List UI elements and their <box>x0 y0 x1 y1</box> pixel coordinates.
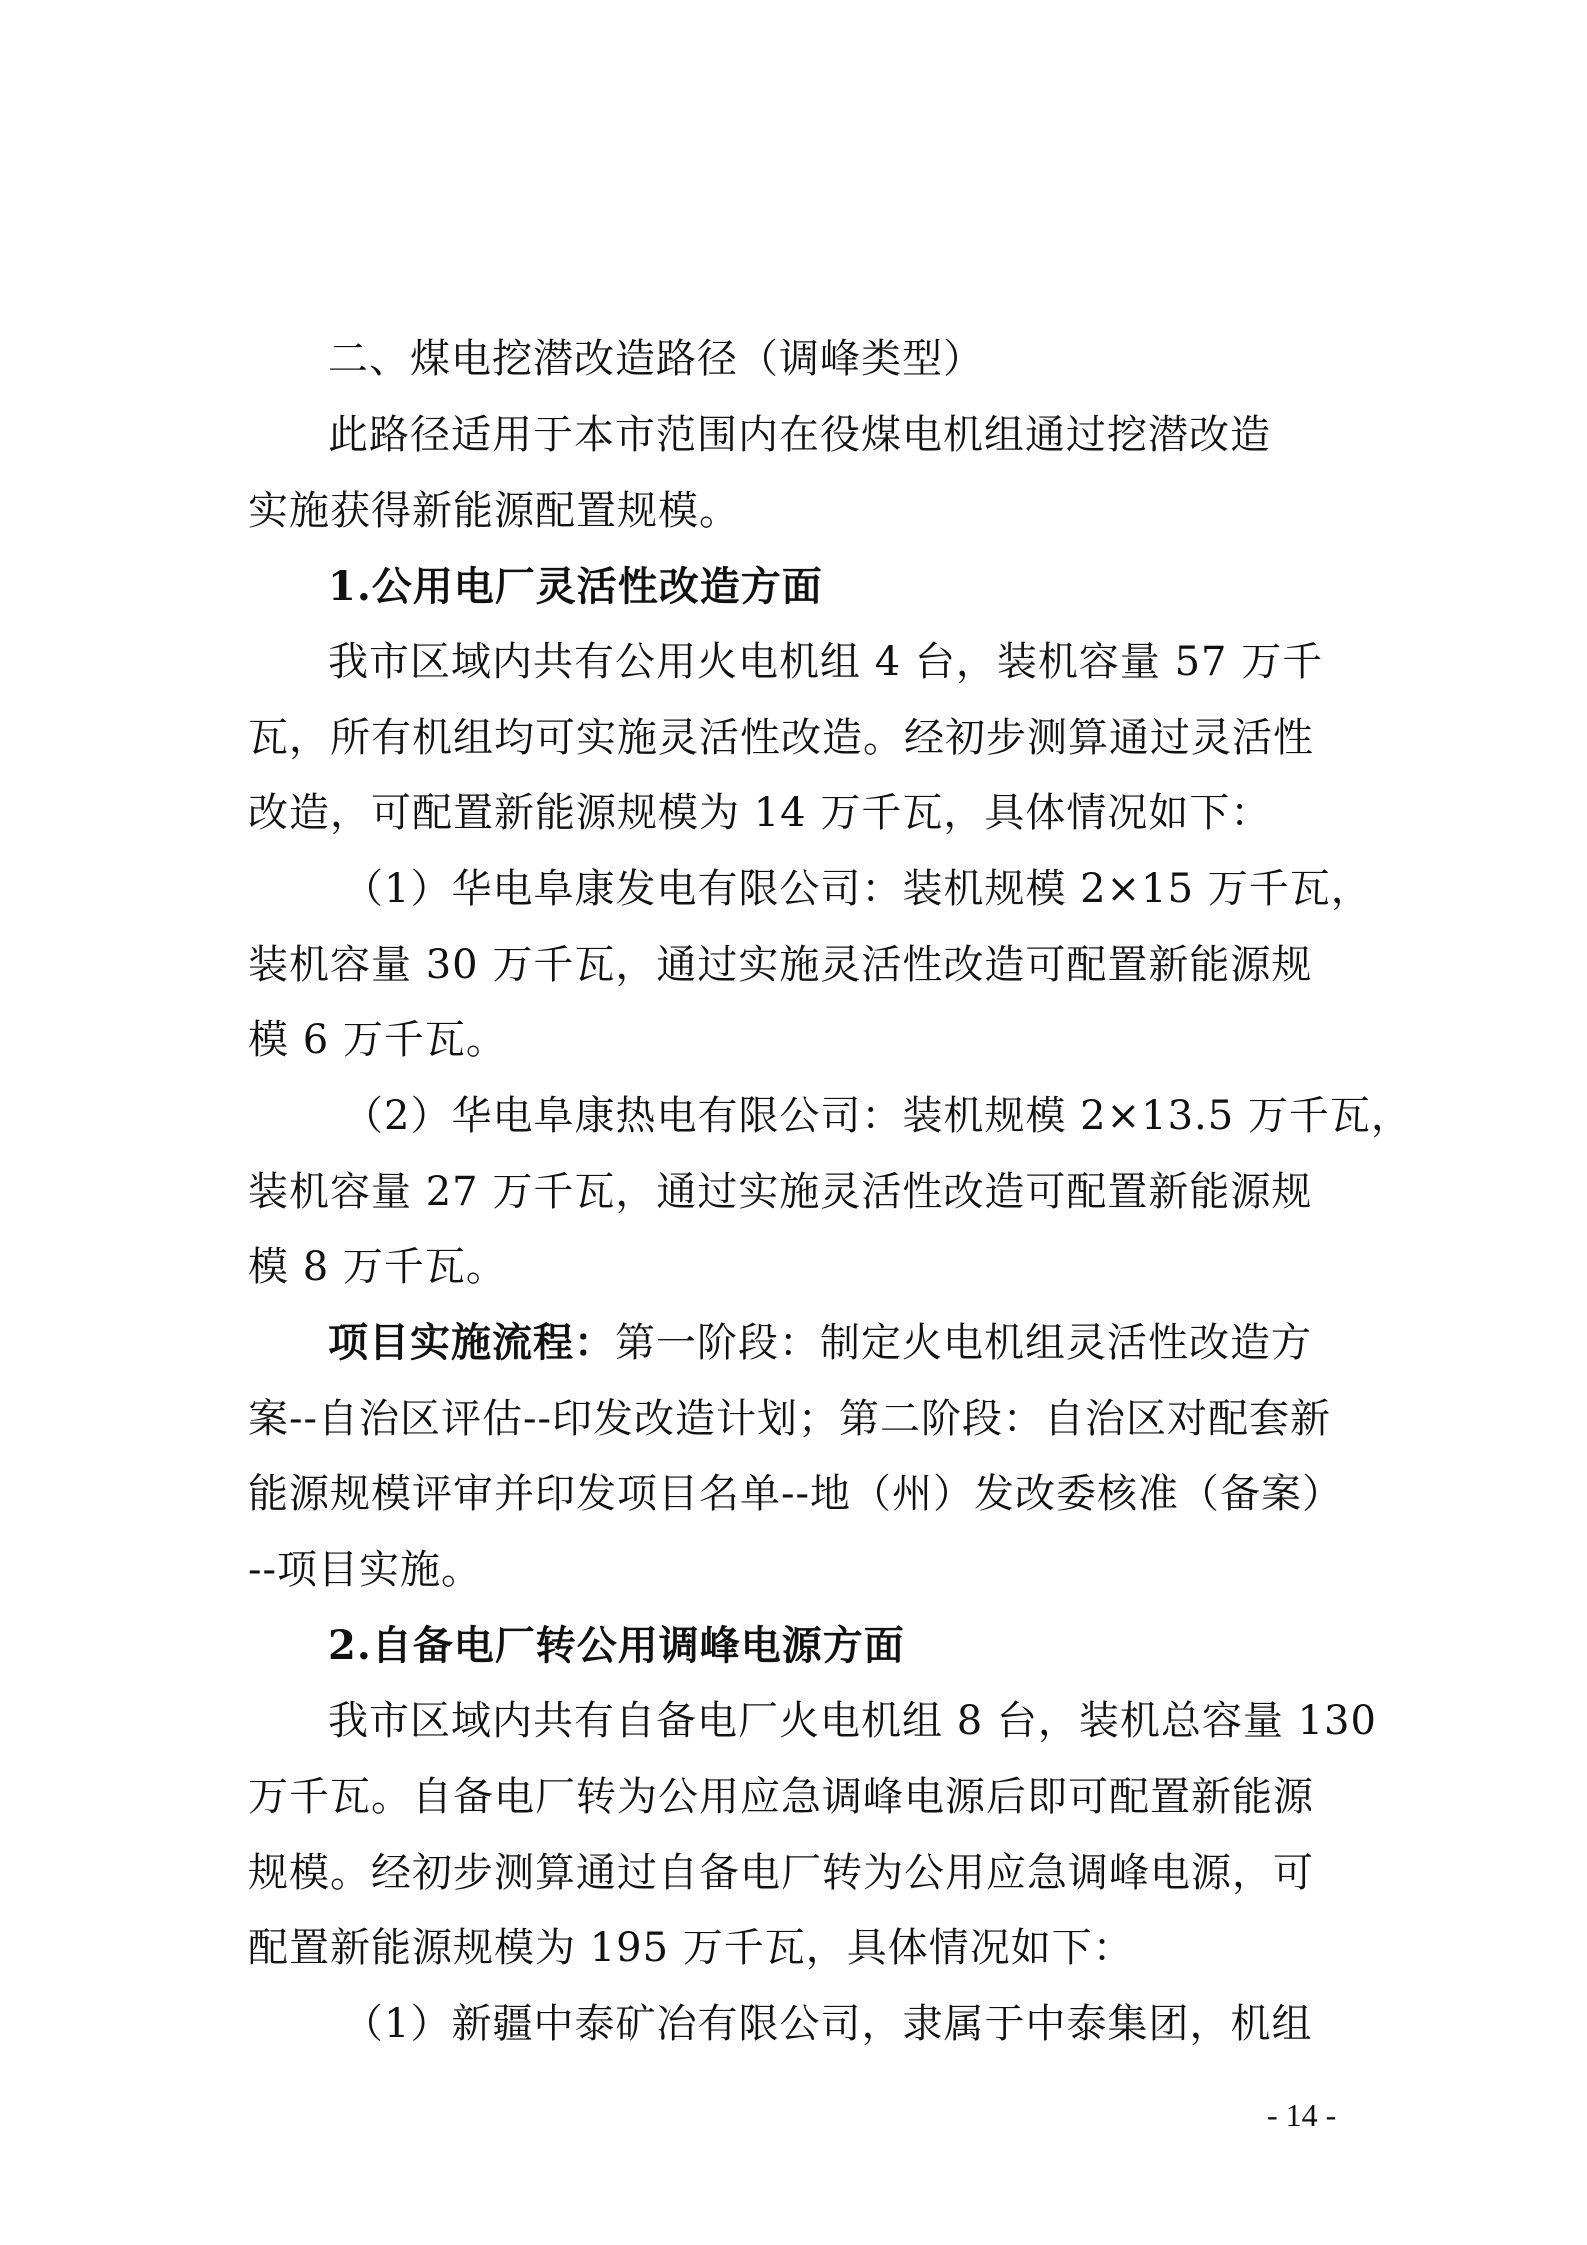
process-label: 项目实施流程： <box>328 1319 615 1366</box>
intro-line-1: 此路径适用于本市范围内在役煤电机组通过挖潜改造 <box>328 412 1271 458</box>
section-1-item-1-line-1: （1）华电阜康发电有限公司：装机规模 2×15 万千瓦， <box>343 866 1372 912</box>
page-number: - 14 - <box>1267 2097 1337 2133</box>
section-1-para-line-3: 改造，可配置新能源规模为 14 万千瓦，具体情况如下： <box>248 790 1272 836</box>
section-1-para-line-1: 我市区域内共有公用火电机组 4 台，装机容量 57 万千 <box>328 639 1324 685</box>
section-2-para-line-1: 我市区域内共有自备电厂火电机组 8 台，装机总容量 130 <box>328 1698 1377 1744</box>
subsection-2-title: 2.自备电厂转公用调峰电源方面 <box>328 1622 905 1669</box>
process-line-4: --项目实施。 <box>248 1547 483 1593</box>
section-2-para-line-2: 万千瓦。自备电厂转为公用应急调峰电源后即可配置新能源 <box>248 1774 1314 1820</box>
process-line-1-text: 第一阶段：制定火电机组灵活性改造方 <box>615 1320 1312 1366</box>
subsection-1-title: 1.公用电厂灵活性改造方面 <box>328 563 823 610</box>
section-heading: 二、煤电挖潜改造路径（调峰类型） <box>328 336 984 382</box>
section-1-item-2-line-1: （2）华电阜康热电有限公司：装机规模 2×13.5 万千瓦， <box>343 1093 1412 1139</box>
section-2-para-line-4: 配置新能源规模为 195 万千瓦，具体情况如下： <box>248 1925 1134 1971</box>
section-2-item-1-line-1: （1）新疆中泰矿冶有限公司，隶属于中泰集团，机组 <box>343 2001 1313 2047</box>
section-1-para-line-2: 瓦，所有机组均可实施灵活性改造。经初步测算通过灵活性 <box>248 715 1314 761</box>
process-line-2: 案--自治区评估--印发改造计划；第二阶段：自治区对配套新 <box>248 1396 1332 1442</box>
process-line-1 <box>328 1305 1312 1381</box>
process-line-3: 能源规模评审并印发项目名单--地（州）发改委核准（备案） <box>248 1471 1344 1517</box>
section-1-item-1-line-2: 装机容量 30 万千瓦，通过实施灵活性改造可配置新能源规 <box>248 942 1313 988</box>
intro-line-2: 实施获得新能源配置规模。 <box>248 488 740 534</box>
section-1-item-2-line-3: 模 8 万千瓦。 <box>248 1244 507 1290</box>
section-2-para-line-3: 规模。经初步测算通过自备电厂转为公用应急调峰电源，可 <box>248 1850 1314 1896</box>
section-1-item-2-line-2: 装机容量 27 万千瓦，通过实施灵活性改造可配置新能源规 <box>248 1169 1313 1215</box>
section-1-item-1-line-3: 模 6 万千瓦。 <box>248 1017 507 1063</box>
